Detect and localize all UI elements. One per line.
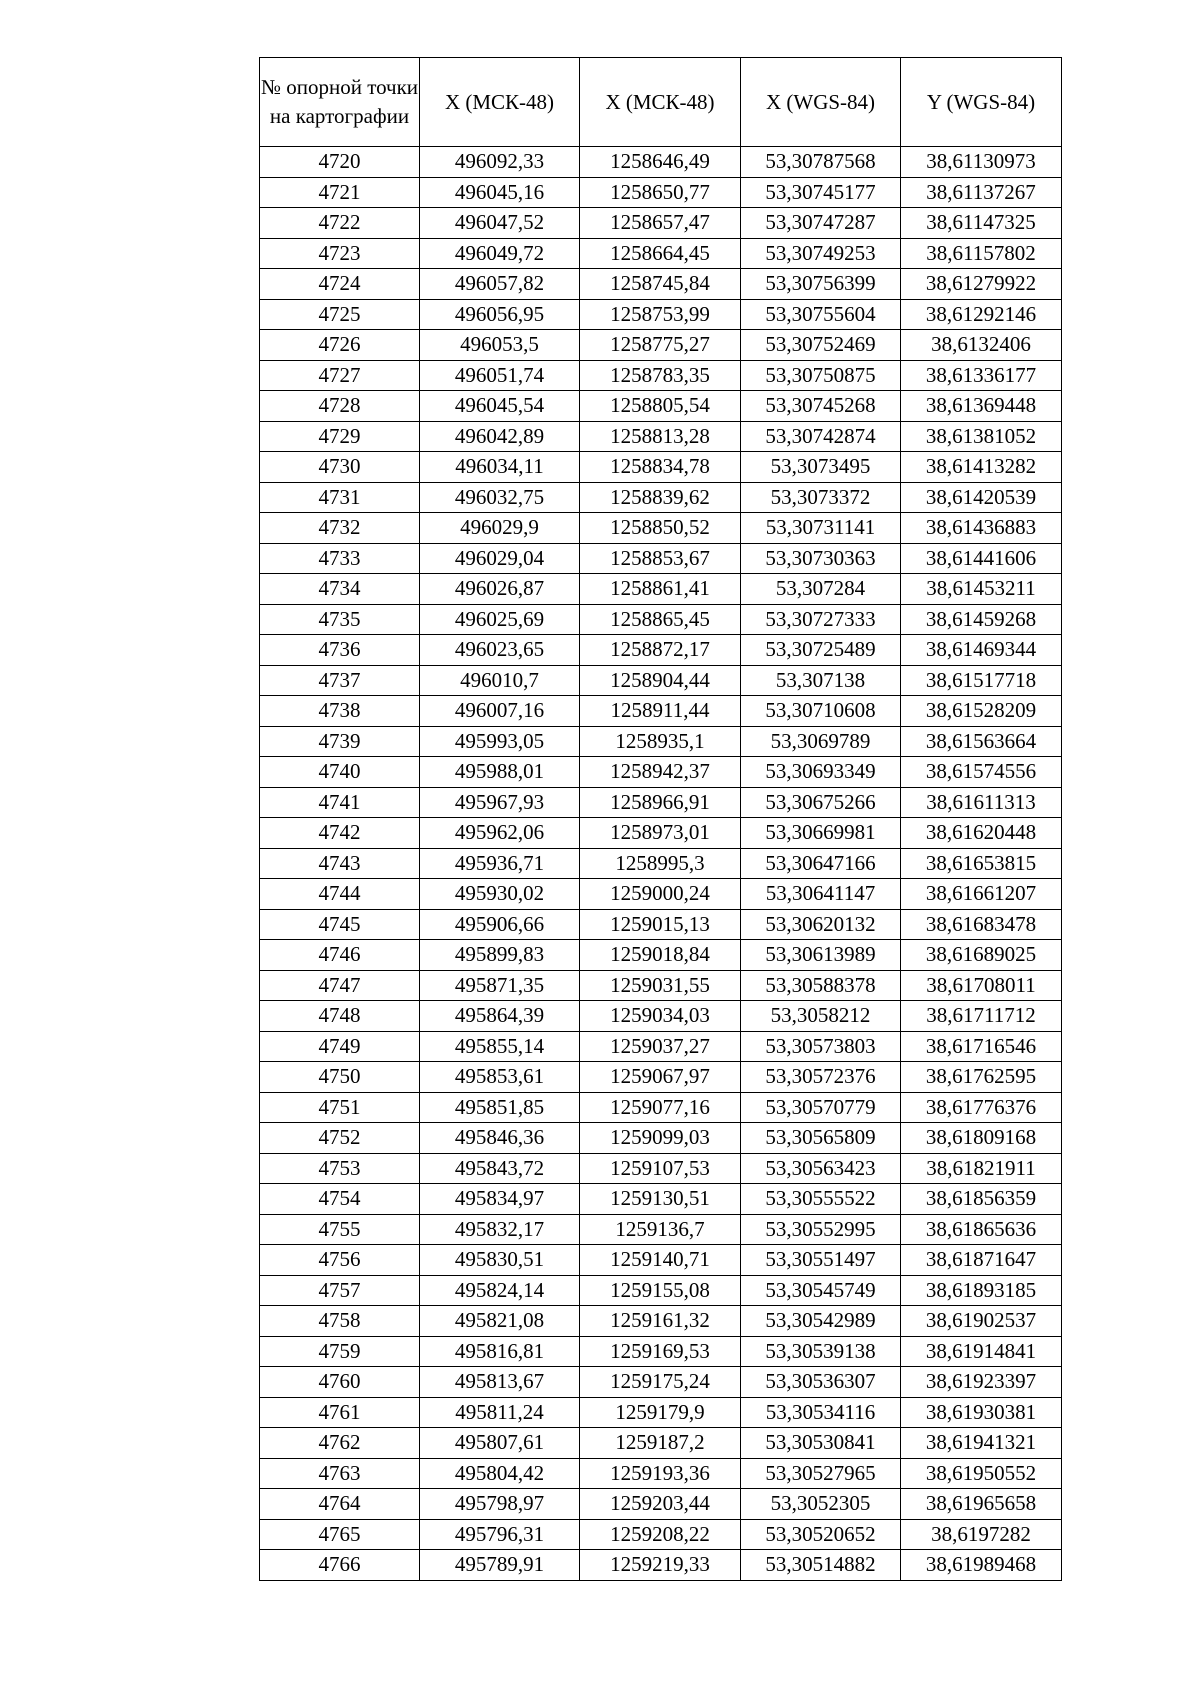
cell-y-wgs84: 38,61930381 xyxy=(901,1397,1062,1428)
cell-y-wgs84: 38,61336177 xyxy=(901,360,1062,391)
table-row xyxy=(260,238,1062,269)
cell-x-msk48: 496032,75 xyxy=(420,482,580,513)
cell-x-msk48: 495832,17 xyxy=(420,1214,580,1245)
table-row xyxy=(260,543,1062,574)
cell-x-msk48: 496045,16 xyxy=(420,177,580,208)
cell-y-wgs84: 38,6132406 xyxy=(901,330,1062,361)
cell-x-wgs84: 53,30730363 xyxy=(741,543,901,574)
cell-x-msk48: 495789,91 xyxy=(420,1550,580,1581)
cell-x-msk48-second: 1259130,51 xyxy=(580,1184,741,1215)
cell-x-wgs84: 53,30756399 xyxy=(741,269,901,300)
cell-y-wgs84: 38,61413282 xyxy=(901,452,1062,483)
table-row xyxy=(260,1153,1062,1184)
cell-x-msk48: 495851,85 xyxy=(420,1092,580,1123)
cell-x-msk48: 495988,01 xyxy=(420,757,580,788)
cell-y-wgs84: 38,61611313 xyxy=(901,787,1062,818)
cell-point-number: 4747 xyxy=(260,970,420,1001)
cell-x-msk48-second: 1258657,47 xyxy=(580,208,741,239)
cell-x-msk48: 495811,24 xyxy=(420,1397,580,1428)
cell-x-msk48-second: 1258865,45 xyxy=(580,604,741,635)
cell-x-msk48-second: 1258834,78 xyxy=(580,452,741,483)
cell-x-msk48: 496010,7 xyxy=(420,665,580,696)
cell-x-wgs84: 53,30542989 xyxy=(741,1306,901,1337)
table-row xyxy=(260,391,1062,422)
table-row xyxy=(260,177,1062,208)
cell-point-number: 4737 xyxy=(260,665,420,696)
cell-y-wgs84: 38,61157802 xyxy=(901,238,1062,269)
coordinates-table xyxy=(259,57,1062,1581)
cell-point-number: 4755 xyxy=(260,1214,420,1245)
table-row xyxy=(260,1428,1062,1459)
cell-point-number: 4764 xyxy=(260,1489,420,1520)
table-row xyxy=(260,909,1062,940)
cell-point-number: 4761 xyxy=(260,1397,420,1428)
cell-point-number: 4749 xyxy=(260,1031,420,1062)
cell-x-msk48: 495899,83 xyxy=(420,940,580,971)
cell-x-msk48: 495962,06 xyxy=(420,818,580,849)
table-row xyxy=(260,147,1062,178)
table-row xyxy=(260,513,1062,544)
table-row xyxy=(260,1306,1062,1337)
cell-x-msk48-second: 1258853,67 xyxy=(580,543,741,574)
table-row xyxy=(260,1123,1062,1154)
cell-x-msk48-second: 1259077,16 xyxy=(580,1092,741,1123)
cell-point-number: 4746 xyxy=(260,940,420,971)
cell-x-msk48-second: 1259208,22 xyxy=(580,1519,741,1550)
cell-x-msk48-second: 1259018,84 xyxy=(580,940,741,971)
cell-y-wgs84: 38,61661207 xyxy=(901,879,1062,910)
cell-x-msk48-second: 1258850,52 xyxy=(580,513,741,544)
cell-y-wgs84: 38,61459268 xyxy=(901,604,1062,635)
cell-x-msk48: 495906,66 xyxy=(420,909,580,940)
table-row xyxy=(260,1245,1062,1276)
header-row xyxy=(260,58,1062,147)
cell-x-msk48: 495864,39 xyxy=(420,1001,580,1032)
cell-x-wgs84: 53,30787568 xyxy=(741,147,901,178)
cell-point-number: 4743 xyxy=(260,848,420,879)
cell-x-msk48-second: 1258813,28 xyxy=(580,421,741,452)
cell-point-number: 4733 xyxy=(260,543,420,574)
cell-point-number: 4738 xyxy=(260,696,420,727)
table-row xyxy=(260,1458,1062,1489)
cell-x-msk48-second: 1258646,49 xyxy=(580,147,741,178)
cell-point-number: 4723 xyxy=(260,238,420,269)
cell-x-msk48-second: 1258783,35 xyxy=(580,360,741,391)
cell-x-msk48-second: 1259179,9 xyxy=(580,1397,741,1428)
table-row xyxy=(260,574,1062,605)
cell-y-wgs84: 38,61902537 xyxy=(901,1306,1062,1337)
table-row xyxy=(260,1336,1062,1367)
cell-y-wgs84: 38,61420539 xyxy=(901,482,1062,513)
cell-x-wgs84: 53,30750875 xyxy=(741,360,901,391)
cell-point-number: 4753 xyxy=(260,1153,420,1184)
cell-x-wgs84: 53,3069789 xyxy=(741,726,901,757)
cell-x-wgs84: 53,30693349 xyxy=(741,757,901,788)
cell-y-wgs84: 38,61708011 xyxy=(901,970,1062,1001)
cell-x-msk48-second: 1259136,7 xyxy=(580,1214,741,1245)
cell-x-wgs84: 53,30520652 xyxy=(741,1519,901,1550)
table-row xyxy=(260,818,1062,849)
cell-x-wgs84: 53,30613989 xyxy=(741,940,901,971)
cell-x-msk48: 496049,72 xyxy=(420,238,580,269)
cell-x-msk48-second: 1258805,54 xyxy=(580,391,741,422)
cell-point-number: 4745 xyxy=(260,909,420,940)
cell-point-number: 4762 xyxy=(260,1428,420,1459)
cell-x-wgs84: 53,30572376 xyxy=(741,1062,901,1093)
cell-point-number: 4729 xyxy=(260,421,420,452)
cell-y-wgs84: 38,61893185 xyxy=(901,1275,1062,1306)
cell-x-wgs84: 53,30514882 xyxy=(741,1550,901,1581)
table-row xyxy=(260,635,1062,666)
cell-x-msk48: 496026,87 xyxy=(420,574,580,605)
cell-x-wgs84: 53,30669981 xyxy=(741,818,901,849)
cell-point-number: 4754 xyxy=(260,1184,420,1215)
cell-x-wgs84: 53,30573803 xyxy=(741,1031,901,1062)
table-header xyxy=(260,58,1062,147)
cell-x-wgs84: 53,30555522 xyxy=(741,1184,901,1215)
cell-y-wgs84: 38,61292146 xyxy=(901,299,1062,330)
table-row xyxy=(260,452,1062,483)
cell-y-wgs84: 38,61369448 xyxy=(901,391,1062,422)
cell-x-msk48: 495930,02 xyxy=(420,879,580,910)
cell-x-msk48: 495807,61 xyxy=(420,1428,580,1459)
cell-point-number: 4758 xyxy=(260,1306,420,1337)
cell-x-msk48-second: 1258966,91 xyxy=(580,787,741,818)
table-row xyxy=(260,1550,1062,1581)
table-row xyxy=(260,665,1062,696)
cell-point-number: 4759 xyxy=(260,1336,420,1367)
cell-x-msk48-second: 1258995,3 xyxy=(580,848,741,879)
cell-point-number: 4763 xyxy=(260,1458,420,1489)
cell-point-number: 4765 xyxy=(260,1519,420,1550)
cell-x-msk48: 495834,97 xyxy=(420,1184,580,1215)
table-row xyxy=(260,848,1062,879)
cell-x-msk48: 495830,51 xyxy=(420,1245,580,1276)
cell-point-number: 4739 xyxy=(260,726,420,757)
table-row xyxy=(260,1397,1062,1428)
cell-x-msk48-second: 1259169,53 xyxy=(580,1336,741,1367)
table-row xyxy=(260,604,1062,635)
cell-y-wgs84: 38,61941321 xyxy=(901,1428,1062,1459)
cell-point-number: 4722 xyxy=(260,208,420,239)
cell-point-number: 4731 xyxy=(260,482,420,513)
table-row xyxy=(260,1184,1062,1215)
cell-x-wgs84: 53,30752469 xyxy=(741,330,901,361)
cell-point-number: 4725 xyxy=(260,299,420,330)
cell-x-wgs84: 53,30731141 xyxy=(741,513,901,544)
cell-point-number: 4752 xyxy=(260,1123,420,1154)
cell-y-wgs84: 38,61809168 xyxy=(901,1123,1062,1154)
cell-x-wgs84: 53,30647166 xyxy=(741,848,901,879)
cell-x-msk48-second: 1258664,45 xyxy=(580,238,741,269)
cell-x-wgs84: 53,30551497 xyxy=(741,1245,901,1276)
cell-x-msk48: 496029,9 xyxy=(420,513,580,544)
cell-x-msk48-second: 1259140,71 xyxy=(580,1245,741,1276)
cell-point-number: 4721 xyxy=(260,177,420,208)
cell-x-wgs84: 53,30641147 xyxy=(741,879,901,910)
cell-y-wgs84: 38,61528209 xyxy=(901,696,1062,727)
cell-y-wgs84: 38,61683478 xyxy=(901,909,1062,940)
cell-x-wgs84: 53,30570779 xyxy=(741,1092,901,1123)
table-row xyxy=(260,1214,1062,1245)
cell-x-msk48: 495824,14 xyxy=(420,1275,580,1306)
cell-x-msk48: 495993,05 xyxy=(420,726,580,757)
cell-x-msk48-second: 1258911,44 xyxy=(580,696,741,727)
cell-x-wgs84: 53,307138 xyxy=(741,665,901,696)
cell-y-wgs84: 38,61776376 xyxy=(901,1092,1062,1123)
cell-x-wgs84: 53,30749253 xyxy=(741,238,901,269)
table-row xyxy=(260,269,1062,300)
cell-y-wgs84: 38,61453211 xyxy=(901,574,1062,605)
cell-x-wgs84: 53,30755604 xyxy=(741,299,901,330)
cell-x-msk48-second: 1258753,99 xyxy=(580,299,741,330)
cell-x-wgs84: 53,30675266 xyxy=(741,787,901,818)
cell-y-wgs84: 38,61914841 xyxy=(901,1336,1062,1367)
cell-x-msk48: 496047,52 xyxy=(420,208,580,239)
cell-x-wgs84: 53,30552995 xyxy=(741,1214,901,1245)
cell-x-msk48-second: 1258872,17 xyxy=(580,635,741,666)
cell-x-msk48-second: 1258839,62 xyxy=(580,482,741,513)
cell-x-msk48-second: 1259031,55 xyxy=(580,970,741,1001)
cell-x-msk48: 496053,5 xyxy=(420,330,580,361)
cell-x-wgs84: 53,30747287 xyxy=(741,208,901,239)
table-row xyxy=(260,787,1062,818)
cell-point-number: 4732 xyxy=(260,513,420,544)
cell-x-msk48: 496034,11 xyxy=(420,452,580,483)
cell-x-msk48-second: 1258935,1 xyxy=(580,726,741,757)
header-x-wgs84: X (WGS-84) xyxy=(741,58,901,147)
cell-x-wgs84: 53,3058212 xyxy=(741,1001,901,1032)
cell-x-msk48-second: 1259015,13 xyxy=(580,909,741,940)
cell-x-msk48-second: 1259107,53 xyxy=(580,1153,741,1184)
cell-point-number: 4751 xyxy=(260,1092,420,1123)
table-row xyxy=(260,360,1062,391)
cell-x-msk48-second: 1259203,44 xyxy=(580,1489,741,1520)
cell-y-wgs84: 38,61381052 xyxy=(901,421,1062,452)
cell-x-wgs84: 53,30534116 xyxy=(741,1397,901,1428)
cell-y-wgs84: 38,61441606 xyxy=(901,543,1062,574)
cell-point-number: 4760 xyxy=(260,1367,420,1398)
cell-x-msk48-second: 1258861,41 xyxy=(580,574,741,605)
cell-x-wgs84: 53,30710608 xyxy=(741,696,901,727)
cell-x-msk48: 496029,04 xyxy=(420,543,580,574)
cell-point-number: 4741 xyxy=(260,787,420,818)
cell-x-msk48: 495804,42 xyxy=(420,1458,580,1489)
table-row xyxy=(260,696,1062,727)
table-row xyxy=(260,208,1062,239)
cell-x-msk48-second: 1259175,24 xyxy=(580,1367,741,1398)
cell-x-msk48: 496023,65 xyxy=(420,635,580,666)
cell-x-msk48: 495821,08 xyxy=(420,1306,580,1337)
cell-x-msk48: 496025,69 xyxy=(420,604,580,635)
cell-x-msk48-second: 1258904,44 xyxy=(580,665,741,696)
cell-y-wgs84: 38,61130973 xyxy=(901,147,1062,178)
cell-x-msk48-second: 1259037,27 xyxy=(580,1031,741,1062)
cell-x-wgs84: 53,30565809 xyxy=(741,1123,901,1154)
cell-point-number: 4736 xyxy=(260,635,420,666)
cell-point-number: 4728 xyxy=(260,391,420,422)
cell-point-number: 4720 xyxy=(260,147,420,178)
cell-x-wgs84: 53,30527965 xyxy=(741,1458,901,1489)
cell-x-msk48-second: 1258942,37 xyxy=(580,757,741,788)
cell-x-wgs84: 53,30727333 xyxy=(741,604,901,635)
cell-x-msk48: 495853,61 xyxy=(420,1062,580,1093)
cell-point-number: 4766 xyxy=(260,1550,420,1581)
header-x-msk48: X (МСК-48) xyxy=(420,58,580,147)
cell-x-msk48: 495871,35 xyxy=(420,970,580,1001)
cell-x-wgs84: 53,30725489 xyxy=(741,635,901,666)
cell-y-wgs84: 38,61469344 xyxy=(901,635,1062,666)
cell-x-wgs84: 53,30563423 xyxy=(741,1153,901,1184)
table-row xyxy=(260,940,1062,971)
cell-x-msk48-second: 1259161,32 xyxy=(580,1306,741,1337)
cell-x-msk48: 496045,54 xyxy=(420,391,580,422)
table-row xyxy=(260,879,1062,910)
cell-point-number: 4735 xyxy=(260,604,420,635)
cell-x-msk48-second: 1259193,36 xyxy=(580,1458,741,1489)
cell-x-msk48: 495936,71 xyxy=(420,848,580,879)
cell-y-wgs84: 38,61965658 xyxy=(901,1489,1062,1520)
cell-y-wgs84: 38,61436883 xyxy=(901,513,1062,544)
table-row xyxy=(260,299,1062,330)
cell-x-msk48: 496057,82 xyxy=(420,269,580,300)
header-y-wgs84: Y (WGS-84) xyxy=(901,58,1062,147)
cell-x-msk48-second: 1259034,03 xyxy=(580,1001,741,1032)
cell-y-wgs84: 38,61711712 xyxy=(901,1001,1062,1032)
table-row xyxy=(260,1275,1062,1306)
header-point-number: № опорной точки на картографии xyxy=(260,58,420,147)
cell-x-msk48: 495813,67 xyxy=(420,1367,580,1398)
cell-point-number: 4744 xyxy=(260,879,420,910)
cell-x-msk48: 495798,97 xyxy=(420,1489,580,1520)
cell-x-wgs84: 53,30539138 xyxy=(741,1336,901,1367)
cell-x-wgs84: 53,3073495 xyxy=(741,452,901,483)
cell-y-wgs84: 38,61147325 xyxy=(901,208,1062,239)
cell-x-msk48: 495855,14 xyxy=(420,1031,580,1062)
table-row xyxy=(260,482,1062,513)
cell-x-wgs84: 53,30530841 xyxy=(741,1428,901,1459)
table-row xyxy=(260,330,1062,361)
cell-x-wgs84: 53,30545749 xyxy=(741,1275,901,1306)
cell-x-msk48-second: 1258745,84 xyxy=(580,269,741,300)
cell-point-number: 4757 xyxy=(260,1275,420,1306)
cell-x-msk48-second: 1258775,27 xyxy=(580,330,741,361)
cell-x-msk48-second: 1259099,03 xyxy=(580,1123,741,1154)
table-row xyxy=(260,421,1062,452)
cell-y-wgs84: 38,61865636 xyxy=(901,1214,1062,1245)
cell-x-msk48-second: 1258973,01 xyxy=(580,818,741,849)
cell-x-msk48: 495796,31 xyxy=(420,1519,580,1550)
cell-x-msk48: 495967,93 xyxy=(420,787,580,818)
cell-x-msk48-second: 1259219,33 xyxy=(580,1550,741,1581)
cell-y-wgs84: 38,6197282 xyxy=(901,1519,1062,1550)
cell-x-wgs84: 53,30536307 xyxy=(741,1367,901,1398)
cell-x-wgs84: 53,30745177 xyxy=(741,177,901,208)
cell-y-wgs84: 38,61517718 xyxy=(901,665,1062,696)
cell-point-number: 4742 xyxy=(260,818,420,849)
cell-x-msk48-second: 1259067,97 xyxy=(580,1062,741,1093)
cell-y-wgs84: 38,61137267 xyxy=(901,177,1062,208)
table-row xyxy=(260,1001,1062,1032)
cell-y-wgs84: 38,61923397 xyxy=(901,1367,1062,1398)
cell-x-msk48: 496056,95 xyxy=(420,299,580,330)
cell-y-wgs84: 38,61653815 xyxy=(901,848,1062,879)
cell-x-msk48: 495816,81 xyxy=(420,1336,580,1367)
table-row xyxy=(260,757,1062,788)
cell-y-wgs84: 38,61950552 xyxy=(901,1458,1062,1489)
table-row xyxy=(260,1519,1062,1550)
cell-point-number: 4748 xyxy=(260,1001,420,1032)
cell-y-wgs84: 38,61563664 xyxy=(901,726,1062,757)
table-row xyxy=(260,1489,1062,1520)
header-x-msk48-second: X (МСК-48) xyxy=(580,58,741,147)
cell-point-number: 4730 xyxy=(260,452,420,483)
table-row xyxy=(260,726,1062,757)
cell-x-wgs84: 53,30742874 xyxy=(741,421,901,452)
cell-x-msk48-second: 1259187,2 xyxy=(580,1428,741,1459)
cell-point-number: 4727 xyxy=(260,360,420,391)
cell-x-wgs84: 53,30620132 xyxy=(741,909,901,940)
cell-y-wgs84: 38,61762595 xyxy=(901,1062,1062,1093)
cell-x-wgs84: 53,3052305 xyxy=(741,1489,901,1520)
cell-x-msk48: 496042,89 xyxy=(420,421,580,452)
table-row xyxy=(260,1062,1062,1093)
cell-x-msk48: 495846,36 xyxy=(420,1123,580,1154)
cell-x-msk48-second: 1259155,08 xyxy=(580,1275,741,1306)
cell-point-number: 4734 xyxy=(260,574,420,605)
cell-y-wgs84: 38,61821911 xyxy=(901,1153,1062,1184)
cell-y-wgs84: 38,61279922 xyxy=(901,269,1062,300)
cell-x-wgs84: 53,3073372 xyxy=(741,482,901,513)
cell-y-wgs84: 38,61689025 xyxy=(901,940,1062,971)
cell-y-wgs84: 38,61716546 xyxy=(901,1031,1062,1062)
cell-x-msk48: 496051,74 xyxy=(420,360,580,391)
cell-x-wgs84: 53,30588378 xyxy=(741,970,901,1001)
cell-y-wgs84: 38,61871647 xyxy=(901,1245,1062,1276)
cell-x-msk48: 496092,33 xyxy=(420,147,580,178)
cell-x-msk48: 495843,72 xyxy=(420,1153,580,1184)
cell-y-wgs84: 38,61989468 xyxy=(901,1550,1062,1581)
table-body xyxy=(260,147,1062,1581)
table-row xyxy=(260,1092,1062,1123)
cell-x-msk48: 496007,16 xyxy=(420,696,580,727)
cell-x-msk48-second: 1258650,77 xyxy=(580,177,741,208)
cell-point-number: 4756 xyxy=(260,1245,420,1276)
cell-point-number: 4726 xyxy=(260,330,420,361)
cell-point-number: 4750 xyxy=(260,1062,420,1093)
table-row xyxy=(260,1367,1062,1398)
cell-point-number: 4724 xyxy=(260,269,420,300)
table-row xyxy=(260,1031,1062,1062)
cell-y-wgs84: 38,61620448 xyxy=(901,818,1062,849)
cell-y-wgs84: 38,61856359 xyxy=(901,1184,1062,1215)
cell-y-wgs84: 38,61574556 xyxy=(901,757,1062,788)
table-row xyxy=(260,970,1062,1001)
cell-x-wgs84: 53,30745268 xyxy=(741,391,901,422)
cell-point-number: 4740 xyxy=(260,757,420,788)
cell-x-msk48-second: 1259000,24 xyxy=(580,879,741,910)
cell-x-wgs84: 53,307284 xyxy=(741,574,901,605)
